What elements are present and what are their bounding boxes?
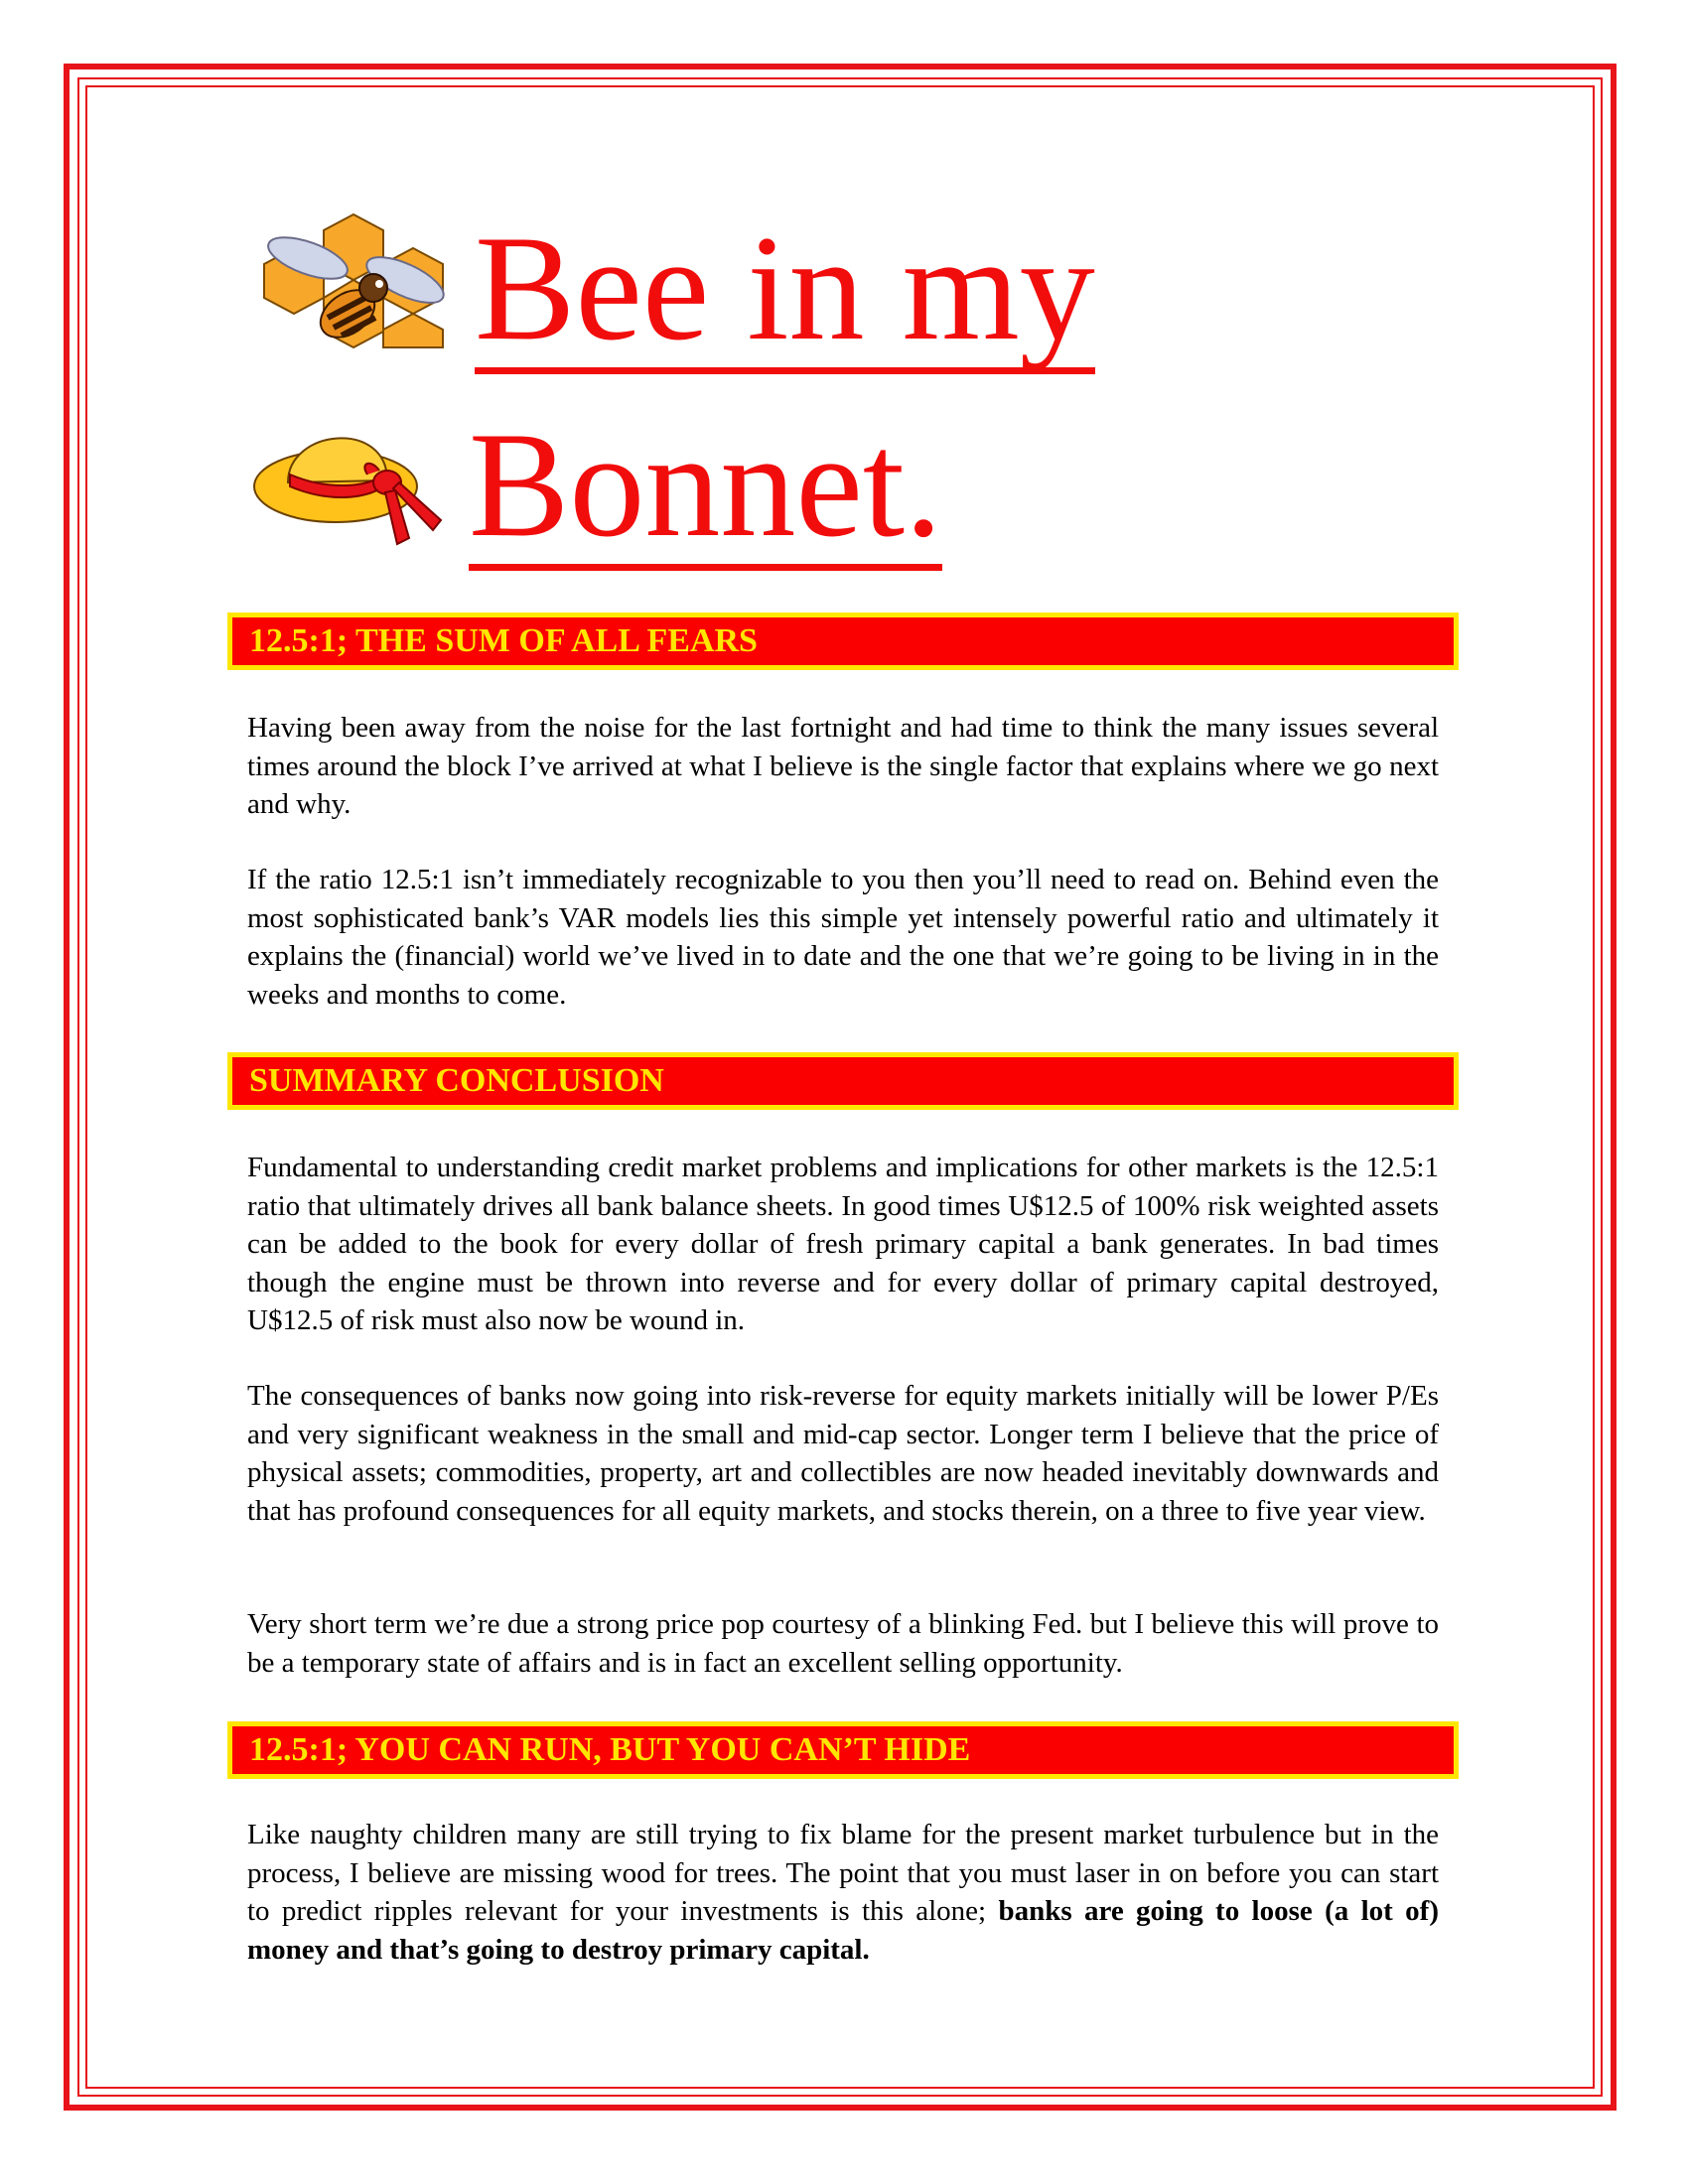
section-heading-sum-of-all-fears: 12.5:1; THE SUM OF ALL FEARS (227, 613, 1459, 670)
title-line-1: Bee in my (475, 212, 1095, 374)
paragraph: Very short term we’re due a strong price pop courtesy of a blinking Fed. but I believe this will prove to be a temporary state of affairs and is in fact an excellent selling opportunity. (247, 1608, 1439, 1679)
bold-conclusion: banks are going to loose (a lot of) money and that’s going to destroy primary capital. (247, 1895, 1439, 1966)
section-heading-summary-conclusion: SUMMARY CONCLUSION (227, 1052, 1459, 1110)
title-line-2: Bonnet. (469, 409, 942, 571)
paragraph-text: Like naughty children many are still trying to fix blame for the present market turbulence but in the process, I believe are missing wood for trees. The point that you must laser in on before you can start to predict ripples relevant for your investments is this alone; (247, 1819, 1439, 1927)
bonnet-hat-icon (248, 399, 447, 548)
paragraph: Fundamental to understanding credit market problems and implications for other markets is the 12.5:1 ratio that ultimately drives all bank balance sheets. In good times U$12.5 of 100% risk weighted assets can be added to the book for every dollar of fresh primary capital a bank generates. In bad times though the engine must be thrown into reverse and for every dollar of primary capital destroyed, U$12.5 of risk must also now be wound in. (247, 1152, 1439, 1336)
paragraph: If the ratio 12.5:1 isn’t immediately recognizable to you then you’ll need to read on. Behind even the most sophisticated bank’s VAR models lies this simple yet intensely powerful ratio and ultimately it explains the (financial) world we’ve lived in to date and the one that we’re going to be living in in the weeks and months to come. (247, 864, 1439, 1011)
paragraph (247, 1816, 1439, 1969)
section-heading-you-can-run: 12.5:1; YOU CAN RUN, BUT YOU CAN’T HIDE (227, 1721, 1459, 1779)
paragraph: The consequences of banks now going into risk-reverse for equity markets initially will be lower P/Es and very significant weakness in the small and mid-cap sector. Longer term I believe that the price of physical assets; commodities, property, art and collectibles are now headed inevitably downwards and that has profound consequences for all equity markets, and stocks therein, on a three to five year view. (247, 1380, 1439, 1527)
bee-on-honeycomb-icon (256, 210, 451, 349)
paragraph: Having been away from the noise for the last fortnight and had time to think the many issues several times around the block I’ve arrived at what I believe is the single factor that explains where we go next and why. (247, 712, 1439, 820)
